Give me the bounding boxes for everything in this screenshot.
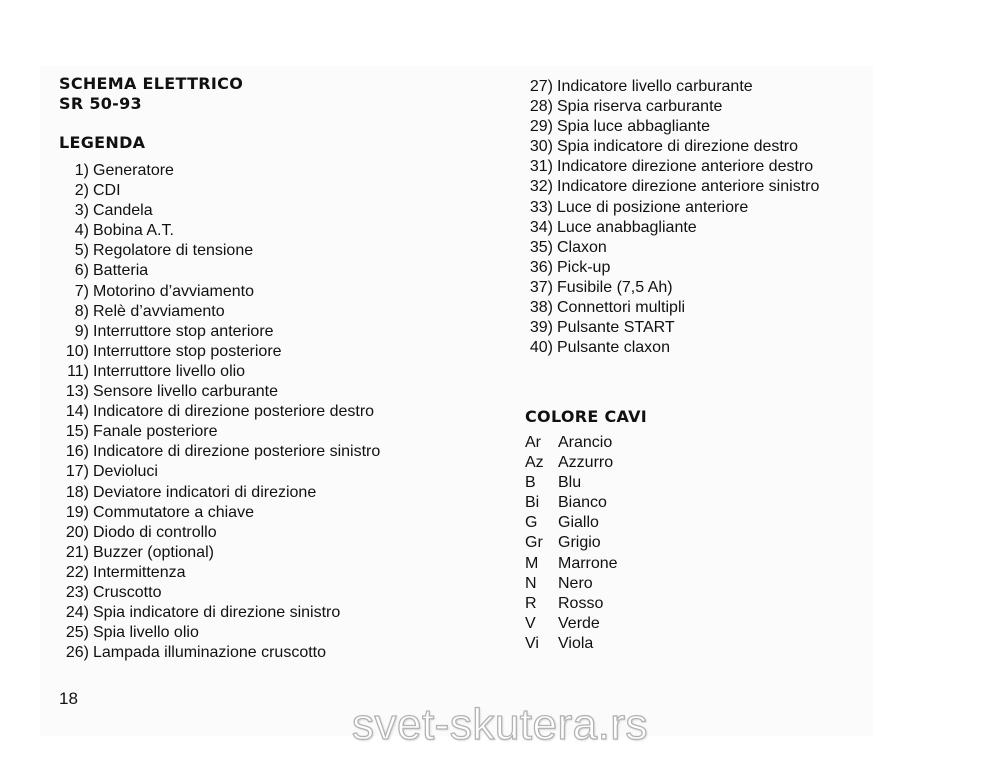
legend-list-right xyxy=(521,77,819,358)
legend-item-number: 8) xyxy=(74,302,89,320)
wire-color-code: V xyxy=(525,614,536,632)
legend-item xyxy=(56,342,380,362)
legend-item-text: Batteria xyxy=(93,262,149,280)
legend-item xyxy=(521,77,819,97)
legend-item-number: 4) xyxy=(74,222,89,240)
wire-color-name: Giallo xyxy=(558,514,599,532)
legend-item-number: 1) xyxy=(74,162,89,179)
wire-color-item xyxy=(525,433,618,453)
legend-item xyxy=(56,583,380,603)
wire-color-code: G xyxy=(525,514,538,532)
legend-item-text: Indicatore di direzione posteriore destro xyxy=(93,403,375,421)
wire-color-item xyxy=(525,533,618,553)
legend-item xyxy=(56,462,380,482)
legend-item-number: 3) xyxy=(74,202,89,220)
legend-item-text: Indicatore direzione anteriore destro xyxy=(557,158,814,176)
legend-item-number: 14) xyxy=(65,403,89,421)
legend-item-number: 7) xyxy=(74,282,89,300)
legend-item-number: 29) xyxy=(529,118,553,136)
legend-item-number: 18) xyxy=(65,483,89,501)
legend-item xyxy=(521,177,819,197)
wire-color-code: Vi xyxy=(525,634,539,652)
legend-item-text: CDI xyxy=(93,182,121,200)
legend-item-text: Deviatore indicatori di direzione xyxy=(93,483,317,501)
wire-color-item xyxy=(525,634,618,654)
legend-item-number: 36) xyxy=(529,258,553,276)
legend-item-number: 33) xyxy=(529,198,553,216)
wire-color-item xyxy=(525,493,618,513)
legend-item-text: Lampada illuminazione cruscotto xyxy=(93,644,327,662)
legend-item xyxy=(521,298,819,318)
legend-item-text: Cruscotto xyxy=(93,583,162,601)
legend-item xyxy=(56,563,380,583)
wire-color-name: Nero xyxy=(558,574,593,592)
wire-color-item xyxy=(525,574,618,594)
wire-color-code: Gr xyxy=(525,534,543,552)
model-title: SR 50-93 xyxy=(59,94,142,113)
legend-item-number: 24) xyxy=(65,604,89,622)
legend-item xyxy=(56,523,380,543)
legend-item-text: Interruttore livello olio xyxy=(93,362,246,380)
legend-item-text: Spia livello olio xyxy=(93,624,199,642)
legend-item xyxy=(56,442,380,462)
legend-item xyxy=(56,221,380,241)
legend-item xyxy=(56,543,380,563)
legend-item-text: Claxon xyxy=(557,238,607,256)
legend-item-text: Luce anabbagliante xyxy=(557,218,697,236)
legend-item xyxy=(56,402,380,422)
legend-item xyxy=(56,623,380,643)
legend-item xyxy=(56,382,380,402)
legend-item-text: Pulsante claxon xyxy=(557,339,670,357)
legend-item-text: Sensore livello carburante xyxy=(93,383,278,401)
legend-item xyxy=(56,422,380,442)
legend-item xyxy=(521,278,819,298)
legend-item-number: 37) xyxy=(529,278,553,296)
legend-item-number: 30) xyxy=(529,138,553,156)
wire-color-item xyxy=(525,554,618,574)
legend-item-number: 13) xyxy=(65,383,89,401)
legend-item xyxy=(521,238,819,258)
legend-item xyxy=(56,161,380,181)
legend-item-number: 11) xyxy=(67,362,89,380)
legend-item-text: Buzzer (optional) xyxy=(93,543,214,561)
legend-item-text: Interruttore stop posteriore xyxy=(93,342,282,360)
legend-item-number: 27) xyxy=(529,78,553,95)
legend-item xyxy=(56,302,380,322)
legend-item-text: Bobina A.T. xyxy=(93,222,174,240)
legend-item-number: 23) xyxy=(65,583,89,601)
wire-color-name: Azzurro xyxy=(558,454,614,472)
legend-item-text: Diodo di controllo xyxy=(93,523,217,541)
wire-color-code: R xyxy=(525,594,537,612)
legend-item-text: Spia indicatore di direzione sinistro xyxy=(93,604,341,622)
legend-item-number: 35) xyxy=(529,238,553,256)
legend-item xyxy=(521,318,819,338)
legend-item xyxy=(56,282,380,302)
legend-item-text: Generatore xyxy=(93,162,174,179)
legend-item-number: 6) xyxy=(74,262,89,280)
legend-item-number: 28) xyxy=(529,98,553,116)
legend-item xyxy=(56,181,380,201)
wire-color-name: Blu xyxy=(558,474,582,492)
legend-item-text: Candela xyxy=(93,202,153,220)
legend-item-number: 22) xyxy=(65,563,89,581)
legend-item-text: Pick-up xyxy=(557,258,611,276)
legend-item xyxy=(521,137,819,157)
wire-colors-list xyxy=(525,433,618,654)
legend-item xyxy=(56,483,380,503)
legend-item xyxy=(56,241,380,261)
legend-item-number: 34) xyxy=(529,218,553,236)
legend-item xyxy=(521,198,819,218)
legend-item-number: 9) xyxy=(74,322,89,340)
legend-item-text: Motorino d’avviamento xyxy=(93,282,254,300)
wire-color-name: Bianco xyxy=(558,494,607,512)
legend-item-number: 5) xyxy=(74,242,89,260)
legend-item xyxy=(521,258,819,278)
legend-item-text: Regolatore di tensione xyxy=(93,242,254,260)
legend-item-number: 15) xyxy=(65,423,89,441)
legend-item xyxy=(56,603,380,623)
legend-item-text: Luce di posizione anteriore xyxy=(557,198,749,216)
legend-item-number: 31) xyxy=(529,158,553,176)
wire-color-name: Marrone xyxy=(558,554,618,572)
legend-list-left xyxy=(56,161,380,663)
legend-item-text: Commutatore a chiave xyxy=(93,503,254,521)
legend-item-number: 39) xyxy=(529,319,553,337)
legend-item xyxy=(56,201,380,221)
legend-item xyxy=(56,322,380,342)
legend-item-number: 10) xyxy=(65,342,89,360)
wire-color-name: Grigio xyxy=(558,534,601,552)
wire-color-name: Verde xyxy=(558,614,600,632)
legend-item-number: 19) xyxy=(65,503,89,521)
legend-item-number: 20) xyxy=(65,523,89,541)
legend-item xyxy=(521,117,819,137)
wire-color-code: B xyxy=(525,474,536,492)
legend-item xyxy=(521,218,819,238)
legend-item-number: 17) xyxy=(65,463,89,481)
legend-item-number: 38) xyxy=(529,299,553,317)
legend-item xyxy=(56,503,380,523)
legend-item-text: Fusibile (7,5 Ah) xyxy=(557,278,673,296)
legend-item-text: Pulsante START xyxy=(557,319,675,337)
legend-item xyxy=(521,97,819,117)
legend-item-text: Relè d’avviamento xyxy=(93,302,225,320)
legend-item-text: Devioluci xyxy=(93,463,158,481)
page-number: 18 xyxy=(59,689,78,708)
wire-color-code: M xyxy=(525,554,539,572)
wire-color-item xyxy=(525,513,618,533)
wire-color-code: Bi xyxy=(525,494,540,512)
legend-item-number: 25) xyxy=(65,624,89,642)
legend-item-text: Indicatore livello carburante xyxy=(557,78,753,95)
watermark: svet-skutera.rs xyxy=(351,700,648,749)
legend-item-number: 32) xyxy=(529,178,553,196)
wire-color-item xyxy=(525,614,618,634)
legend-item-number: 16) xyxy=(65,443,89,461)
schema-title: SCHEMA ELETTRICO xyxy=(59,74,244,93)
legend-item-text: Indicatore di direzione posteriore sinistro xyxy=(93,443,381,461)
wire-color-name: Viola xyxy=(558,634,594,652)
legend-item xyxy=(521,338,819,358)
legend-item-number: 2) xyxy=(74,182,89,200)
wire-color-name: Rosso xyxy=(558,594,604,612)
wire-color-name: Arancio xyxy=(558,434,613,451)
legend-item-text: Interruttore stop anteriore xyxy=(93,322,274,340)
wire-color-code: Ar xyxy=(525,434,541,451)
legend-item xyxy=(56,362,380,382)
legend-heading: LEGENDA xyxy=(59,133,146,152)
legend-item-text: Indicatore direzione anteriore sinistro xyxy=(557,178,820,196)
legend-item xyxy=(521,157,819,177)
wire-color-item xyxy=(525,453,618,473)
legend-item xyxy=(56,261,380,281)
legend-item-number: 40) xyxy=(529,339,553,357)
wire-colors-heading: COLORE CAVI xyxy=(525,407,648,426)
legend-item xyxy=(56,643,380,663)
legend-item-text: Spia luce abbagliante xyxy=(557,118,711,136)
wire-color-item xyxy=(525,594,618,614)
legend-item-text: Intermittenza xyxy=(93,563,186,581)
wire-color-item xyxy=(525,473,618,493)
legend-item-text: Spia indicatore di direzione destro xyxy=(557,138,799,156)
wire-color-code: Az xyxy=(525,454,544,472)
wire-color-code: N xyxy=(525,574,537,592)
legend-item-text: Connettori multipli xyxy=(557,299,686,317)
legend-item-text: Fanale posteriore xyxy=(93,423,218,441)
legend-item-text: Spia riserva carburante xyxy=(557,98,723,116)
legend-item-number: 21) xyxy=(65,543,89,561)
legend-item-number: 26) xyxy=(65,644,89,662)
